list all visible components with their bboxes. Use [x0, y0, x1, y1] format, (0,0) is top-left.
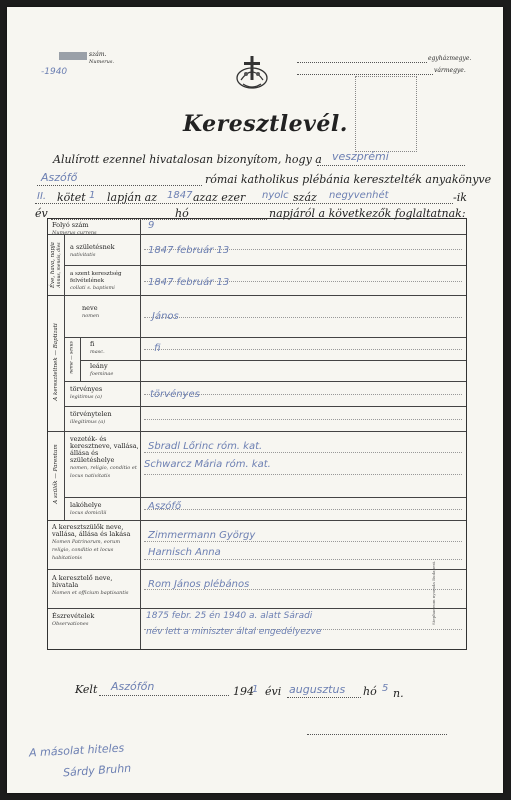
- intro-line1-prefix: Alulírott ezennel hivatalosan bizonyítom, hogy a: [53, 153, 322, 166]
- name-value: János: [152, 311, 179, 322]
- varmegye-label: vármegye.: [434, 67, 466, 74]
- birth-label: a születésnek nativitatis: [70, 243, 115, 258]
- year-suffix-value: 1: [252, 684, 259, 695]
- kelt-label: Kelt: [75, 683, 98, 696]
- row-number-label: Folyó szám Numerus currens: [52, 221, 97, 236]
- row-number-value: 9: [148, 220, 155, 231]
- legitimacy-value: törvényes: [150, 389, 200, 400]
- evi-label: évi: [265, 685, 282, 698]
- page-title: Keresztlevél.: [183, 111, 348, 137]
- kelt-place-fill: [99, 695, 229, 696]
- printer-mark: Stephaneum nyomda Budapest.: [431, 560, 436, 625]
- observation-value-1: 1875 febr. 25 én 1940 a. alatt Sáradi: [146, 611, 313, 621]
- intro-line1-fill: [317, 165, 465, 166]
- intro-napjarol: napjáról a következők foglaltatnak:: [269, 207, 466, 220]
- godfather-value: Zimmermann György: [148, 530, 256, 541]
- annotation-line2: Sárdy Bruhn: [62, 761, 132, 780]
- annotation-line1: A másolat hiteles: [28, 741, 125, 760]
- intro-azaz: azaz ezer: [193, 191, 246, 204]
- domicile-value: Aszófő: [148, 501, 182, 512]
- day-value: 5: [382, 683, 389, 694]
- egyhazmegye-label: egyházmegye.: [428, 55, 472, 62]
- name-label: neve nomen: [82, 304, 100, 319]
- intro-szaz: száz: [293, 191, 317, 204]
- signature-line: [307, 734, 447, 735]
- intro-line2-suffix: római katholikus plébánia keresztelték anyakönyve: [205, 173, 492, 186]
- group-date-label: Éve, hava, napja Annus, mensis, dies: [50, 242, 62, 288]
- illegitimate-label: törvénytelen illegitimus (a): [70, 410, 112, 425]
- birth-date-value: 1847 február 13: [148, 245, 230, 256]
- observation-value-2: név lett a miniszter által engedélyezve: [146, 627, 322, 637]
- numerus-label: Numerus.: [89, 59, 115, 65]
- sex-value: fi: [154, 343, 161, 354]
- legitimate-label: törvényes legitimus (a): [70, 385, 103, 400]
- intro-page-value: 1: [89, 190, 96, 201]
- kelt-place-value: Aszófőn: [111, 680, 155, 693]
- n-label: n.: [393, 687, 404, 700]
- egyhazmegye-line: [297, 62, 427, 63]
- intro-line2-fill: [37, 185, 202, 186]
- number-stamp: [59, 52, 87, 60]
- szam-label: szám.: [89, 51, 107, 58]
- group-sex-label: neme — sexus: [69, 341, 75, 374]
- intro-ik: -ik: [453, 191, 467, 204]
- intro-year-value: 1847: [167, 190, 193, 201]
- baptiser-label: A keresztelő neve, hivatala Nomen et officium baptisantis: [52, 574, 129, 596]
- year-note: -1940: [41, 67, 68, 77]
- baptism-date-value: 1847 február 13: [148, 277, 230, 288]
- intro-diocese-value: veszprémi: [332, 150, 389, 163]
- godparents-label: A keresztszülők neve, vallása, állása és lakása Nomen Patrinorum, eorum religio, conditio et locus habitationis: [52, 523, 131, 561]
- baptism-label: a szent keresztség felvételének collati s. baptismi: [70, 271, 122, 291]
- year-prefix: 194: [233, 685, 254, 698]
- intro-ev: év: [35, 207, 48, 220]
- domicile-label: lakóhelye locus domicilii: [70, 501, 107, 516]
- male-label: fi masc.: [90, 340, 105, 355]
- intro-line3-fill: [35, 203, 453, 204]
- baptism-table: [47, 218, 467, 650]
- certificate-paper: [7, 7, 503, 793]
- month-value: augusztus: [289, 683, 346, 696]
- female-label: leány foeminae: [90, 362, 114, 377]
- intro-hundreds-value: nyolc: [262, 190, 289, 201]
- intro-kotet: kötet: [57, 191, 86, 204]
- stamp-box: [355, 76, 417, 152]
- observations-label: Észrevételek Observationes: [52, 612, 95, 627]
- intro-tens-value: negyvenhét: [329, 190, 389, 201]
- intro-ho: hó: [175, 207, 189, 220]
- intro-parish-value: Aszófő: [41, 171, 78, 184]
- group-baptized-label: A kereszteltnek — Baptizati: [53, 323, 59, 401]
- intro-volume-value: II.: [37, 191, 47, 202]
- church-crest-icon: [233, 52, 271, 92]
- group-parents-label: A szülők — Parentum: [53, 444, 59, 504]
- father-value: Sbradl Lőrinc róm. kat.: [148, 441, 263, 452]
- ho-label: hó: [363, 685, 377, 698]
- month-fill: [287, 697, 361, 698]
- intro-lapjan: lapján az: [107, 191, 158, 204]
- baptiser-value: Rom János plébános: [148, 579, 250, 590]
- varmegye-line: [297, 74, 433, 75]
- parents-label: vezeték- és keresztneve, vallása, állása és születéshelye nomen, religio, conditio et locus nativitatis: [70, 435, 139, 479]
- godmother-value: Harnisch Anna: [148, 547, 221, 558]
- mother-value: Schwarcz Mária róm. kat.: [144, 459, 271, 470]
